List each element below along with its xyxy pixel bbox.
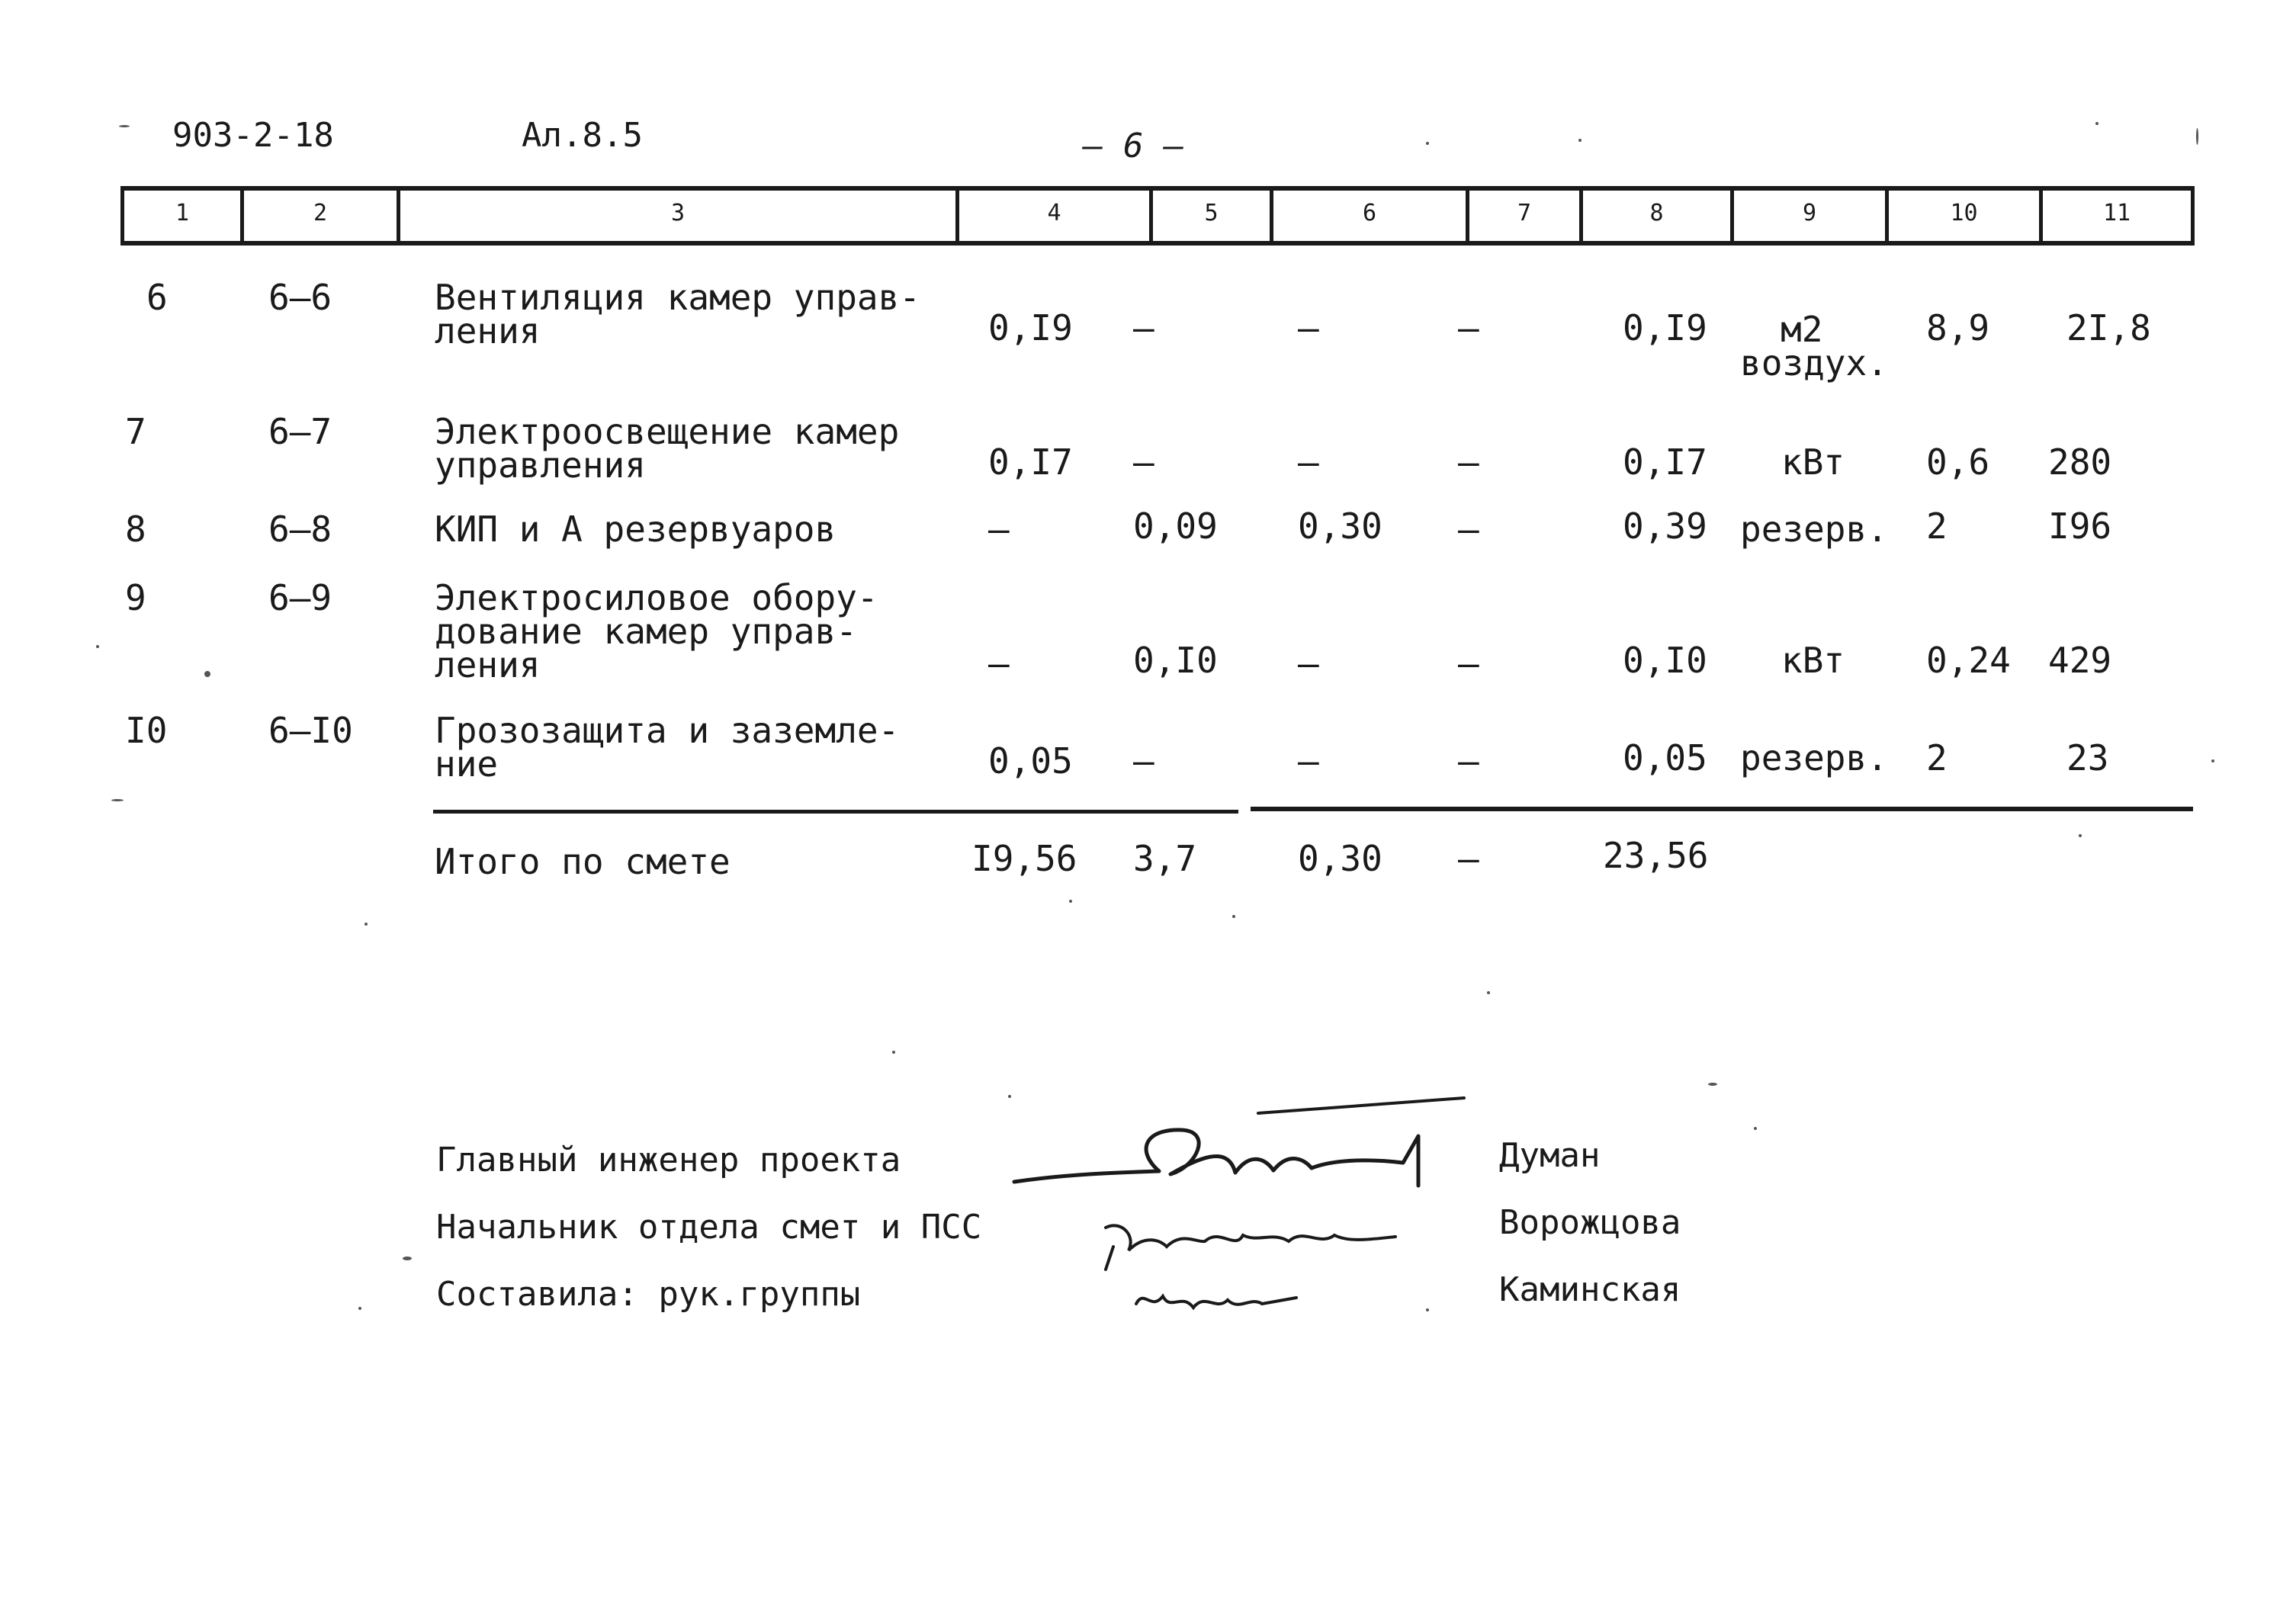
column-number: 2: [313, 200, 328, 226]
scan-speck: [1487, 991, 1490, 994]
document-code: 903-2-18: [172, 116, 334, 155]
row-number: I0: [125, 710, 168, 751]
column-number: 7: [1517, 200, 1532, 226]
cell-col4: –: [988, 643, 1010, 684]
column-number: 9: [1802, 200, 1817, 226]
row-name-line: ления: [435, 644, 541, 685]
row-name-line: ления: [435, 310, 541, 351]
handwritten-signature: [1007, 1083, 1479, 1205]
column-number: 11: [2102, 200, 2131, 226]
row-code: 6–7: [268, 411, 332, 452]
header-bottom-rule: [120, 241, 2195, 246]
cell-col8: 0,39: [1623, 506, 1707, 547]
row-name-line: дование камер управ-: [435, 611, 857, 652]
scan-speck: [111, 799, 124, 801]
scan-speck: [1426, 142, 1429, 145]
total-col8: 23,56: [1603, 835, 1709, 876]
cell-col4: 0,I7: [988, 441, 1073, 483]
scan-speck: [2196, 128, 2198, 145]
signature-name: Думан: [1499, 1136, 1601, 1175]
row-code: 6–9: [268, 577, 332, 618]
cell-col10: 2: [1926, 737, 1948, 778]
cell-col7: –: [1458, 509, 1479, 550]
scan-speck: [2211, 759, 2214, 762]
handwritten-signature: [1090, 1205, 1411, 1273]
cell-col10: 8,9: [1926, 307, 1990, 348]
total-col6: 0,30: [1298, 838, 1382, 879]
cell-col11: 2I,8: [2066, 307, 2151, 348]
total-label: Итого по смете: [435, 841, 731, 882]
column-number: 1: [175, 200, 190, 226]
cell-col4: 0,I9: [988, 307, 1073, 348]
scan-speck: [403, 1257, 412, 1260]
cell-unit-line: кВт: [1781, 640, 1845, 681]
cell-col6: –: [1298, 307, 1319, 348]
row-number: 6: [146, 277, 168, 318]
row-name-line: Вентиляция камер управ-: [435, 277, 920, 318]
header-top-rule: [120, 186, 2195, 191]
scan-speck: [96, 645, 99, 648]
cell-col11: 429: [2048, 640, 2112, 681]
cell-col10: 0,6: [1926, 441, 1990, 483]
row-name-line: Электросиловое обору-: [435, 577, 878, 618]
cell-col7: –: [1458, 441, 1479, 483]
cell-col6: 0,30: [1298, 506, 1382, 547]
row-code: 6–8: [268, 509, 332, 550]
cell-col6: –: [1298, 740, 1319, 782]
scan-speck: [892, 1051, 895, 1054]
column-number: 8: [1649, 200, 1664, 226]
signature-role: Главный инженер проекта: [436, 1141, 901, 1180]
row-name-line: Грозозащита и заземле-: [435, 710, 900, 751]
signature-role: Составила: рук.группы: [436, 1275, 861, 1314]
cell-unit-line: резерв.: [1740, 509, 1888, 550]
signature-name: Каминская: [1499, 1270, 1681, 1309]
cell-col7: –: [1458, 740, 1479, 782]
scan-speck: [204, 671, 210, 677]
cell-col5: 0,09: [1133, 506, 1218, 547]
cell-col10: 2: [1926, 506, 1948, 547]
row-name-line: КИП и А резервуаров: [435, 509, 837, 550]
cell-col7: –: [1458, 307, 1479, 348]
cell-unit-line: кВт: [1781, 441, 1845, 483]
signature-role: Начальник отдела смет и ПСС: [436, 1208, 982, 1247]
row-name-line: управления: [435, 445, 646, 486]
total-col7: –: [1458, 838, 1479, 879]
cell-col5: –: [1133, 441, 1154, 483]
cell-col7: –: [1458, 643, 1479, 684]
row-code: 6–6: [268, 277, 332, 318]
cell-unit-line: воздух.: [1740, 342, 1888, 384]
scan-speck: [1008, 1095, 1011, 1098]
scan-speck: [1708, 1083, 1717, 1086]
cell-col8: 0,I7: [1623, 441, 1707, 483]
col-divider: [2191, 189, 2195, 244]
column-number: 4: [1047, 200, 1061, 226]
column-number: 6: [1362, 200, 1377, 226]
scan-speck: [119, 125, 130, 127]
cell-col4: 0,05: [988, 740, 1073, 782]
row-number: 7: [125, 411, 146, 452]
album-number: Ал.8.5: [522, 116, 643, 155]
total-col4: I9,56: [971, 838, 1077, 879]
cell-col5: –: [1133, 307, 1154, 348]
page-number: — 6 —: [1083, 127, 1184, 165]
cell-col5: –: [1133, 740, 1154, 782]
signature-name: Ворожцова: [1499, 1203, 1681, 1242]
cell-col10: 0,24: [1926, 640, 2011, 681]
row-number: 9: [125, 577, 146, 618]
scan-speck: [1232, 915, 1235, 918]
scan-speck: [1578, 139, 1582, 142]
cell-col6: –: [1298, 643, 1319, 684]
cell-col6: –: [1298, 441, 1319, 483]
column-number: 5: [1204, 200, 1219, 226]
scan-speck: [2095, 122, 2099, 125]
row-number: 8: [125, 509, 146, 550]
scan-speck: [2079, 834, 2082, 837]
scan-speck: [1754, 1127, 1757, 1130]
scan-speck: [364, 923, 368, 926]
column-number: 3: [670, 200, 686, 226]
cell-col5: 0,I0: [1133, 640, 1218, 681]
cell-col8: 0,05: [1623, 737, 1707, 778]
scan-speck: [1426, 1308, 1429, 1311]
cell-col8: 0,I9: [1623, 307, 1707, 348]
scan-speck: [358, 1307, 361, 1310]
total-col5: 3,7: [1133, 838, 1197, 879]
total-rule: [1251, 807, 2193, 811]
cell-unit-line: м2: [1781, 309, 1823, 350]
row-name-line: Электроосвещение камер: [435, 411, 900, 452]
cell-col8: 0,I0: [1623, 640, 1707, 681]
cell-col11: I96: [2048, 506, 2112, 547]
column-number: 10: [1950, 200, 1978, 226]
scan-speck: [1069, 900, 1072, 903]
cell-col11: 280: [2048, 441, 2112, 483]
row-code: 6–I0: [268, 710, 353, 751]
cell-col4: –: [988, 509, 1010, 550]
total-rule: [433, 810, 1238, 814]
row-name-line: ние: [435, 743, 499, 785]
cell-col11: 23: [2066, 737, 2109, 778]
handwritten-signature: [1121, 1273, 1319, 1327]
cell-unit-line: резерв.: [1740, 737, 1888, 778]
